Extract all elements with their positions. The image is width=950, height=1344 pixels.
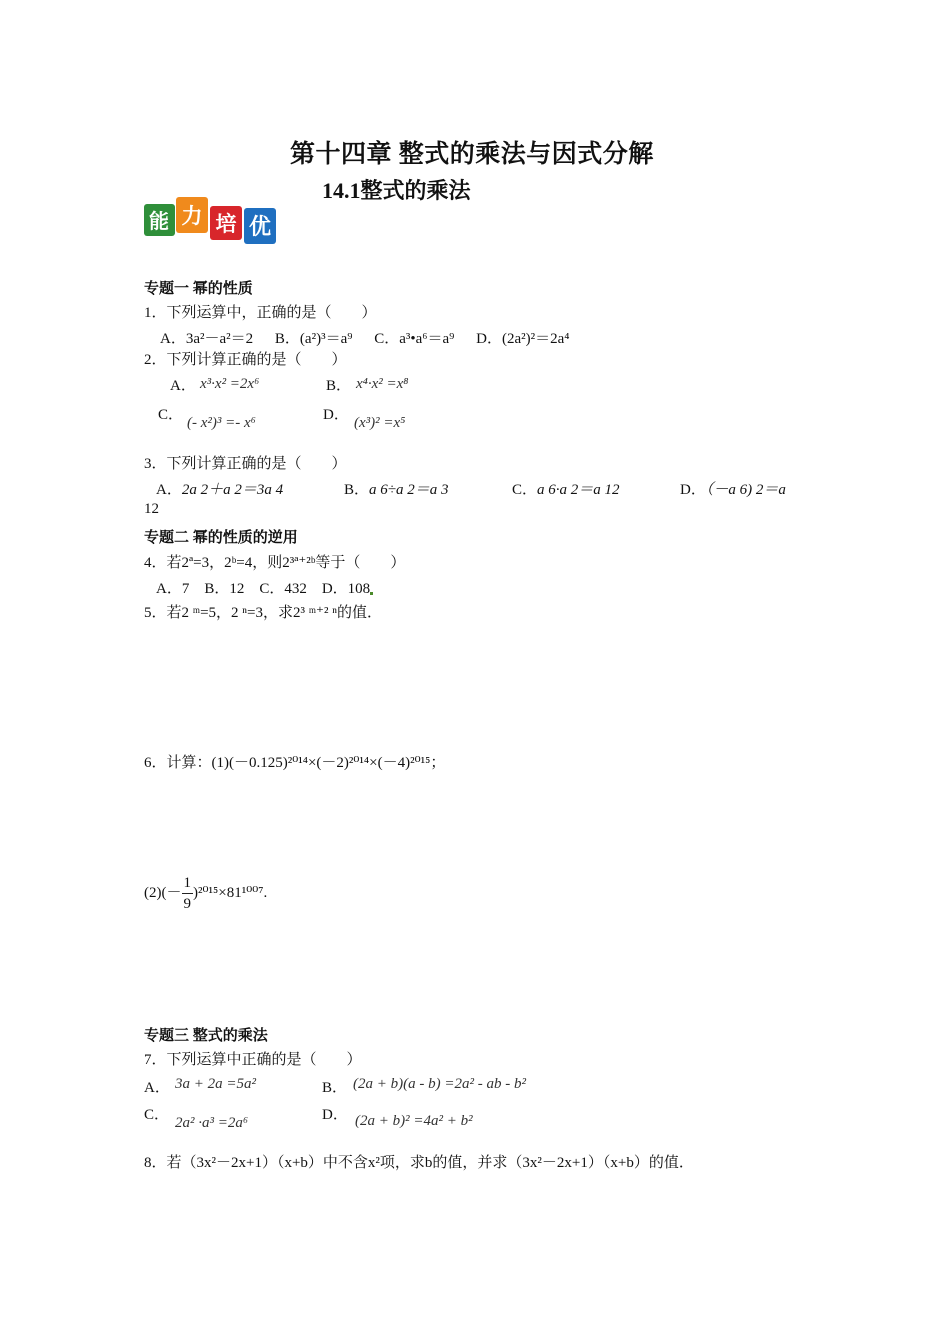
q3-d-tail: 12 bbox=[144, 501, 159, 517]
q3-d: （－a 6) 2＝a bbox=[705, 482, 786, 498]
q1-options bbox=[160, 327, 570, 348]
q3-b: a 6÷a 2＝a 3 bbox=[369, 482, 449, 498]
logo-char-4: 优 bbox=[248, 215, 272, 240]
q5-stem: 5．若2 ᵐ=5，2 ⁿ=3，求2³ ᵐ⁺² ⁿ的值． bbox=[144, 605, 382, 621]
q3-a-line bbox=[156, 478, 283, 499]
q1-stem: 1．下列运算中，正确的是（ ） bbox=[144, 305, 377, 321]
q7-stem: 7．下列运算中正确的是（ ） bbox=[144, 1052, 362, 1068]
q7-a: 3a + 2a =5a² bbox=[175, 1076, 256, 1092]
q2-b: x⁴·x² =x⁸ bbox=[356, 376, 409, 392]
q4-stem: 4．若2ª=3，2ᵇ=4，则2³ª⁺²ᵇ等于（ ） bbox=[144, 555, 406, 571]
fraction-denominator: 9 bbox=[183, 896, 191, 912]
q1-b: (a²)³＝a⁹ bbox=[299, 331, 353, 347]
q3-b-line bbox=[344, 478, 449, 499]
q3-b-label: B． bbox=[344, 482, 370, 498]
q4-options-text: A．7 B．12 C．432 D．108 bbox=[156, 581, 371, 597]
q7-a-label: A． bbox=[144, 1080, 170, 1096]
q3-d-label: D． bbox=[680, 482, 706, 498]
q1-c-label: C． bbox=[374, 331, 400, 347]
logo-char-2: 力 bbox=[181, 204, 203, 228]
q3-a: 2a 2＋a 2＝3a 4 bbox=[181, 482, 284, 498]
logo-char-3: 培 bbox=[215, 212, 237, 236]
green-dot-mark bbox=[370, 592, 373, 595]
q7-b-label: B． bbox=[322, 1080, 348, 1096]
q3-stem: 3．下列计算正确的是（ ） bbox=[144, 456, 347, 472]
q2-stem: 2．下列计算正确的是（ ） bbox=[144, 352, 347, 368]
q6-part2-suffix: )²⁰¹⁵×81¹⁰⁰⁷. bbox=[193, 884, 268, 901]
q3-d-line bbox=[680, 478, 786, 499]
q3-c-label: C． bbox=[512, 482, 538, 498]
q3-c: a 6·a 2＝a 12 bbox=[537, 482, 620, 498]
q6-part1: 6．计算：(1)(－0.125)²⁰¹⁴×(－2)²⁰¹⁴×(－4)²⁰¹⁵； bbox=[144, 755, 446, 771]
q7-c: 2a² ·a³ =2a⁶ bbox=[175, 1115, 249, 1131]
q2-c: (- x²)³ =- x⁶ bbox=[187, 415, 256, 431]
q6-part2 bbox=[144, 873, 267, 914]
ability-logo bbox=[143, 196, 278, 246]
fraction-one-ninth bbox=[182, 873, 194, 914]
q2-b-label: B． bbox=[326, 378, 352, 394]
section-title: 14.1整式的乘法 bbox=[322, 178, 471, 203]
q1-b-label: B． bbox=[274, 331, 300, 347]
q1-a-label: A． bbox=[160, 331, 186, 347]
q2-d-label: D． bbox=[323, 407, 349, 423]
q7-d-label: D． bbox=[322, 1107, 348, 1123]
q1-a: 3a²－a²＝2 bbox=[185, 331, 254, 347]
q2-a-label: A． bbox=[170, 378, 196, 394]
q1-d-label: D． bbox=[476, 331, 502, 347]
topic-1-heading: 专题一 幂的性质 bbox=[144, 281, 253, 297]
q2-d: (x³)² =x⁵ bbox=[354, 415, 406, 431]
q7-c-label: C． bbox=[144, 1107, 170, 1123]
topic-3-heading: 专题三 整式的乘法 bbox=[144, 1028, 268, 1044]
q1-d: (2a²)²＝2a⁴ bbox=[502, 331, 570, 347]
q3-a-label: A． bbox=[156, 482, 182, 498]
fraction-numerator: 1 bbox=[182, 873, 194, 894]
topic-2-heading: 专题二 幂的性质的逆用 bbox=[144, 530, 298, 546]
logo-char-1: 能 bbox=[149, 209, 169, 233]
q3-c-line bbox=[512, 478, 620, 499]
q4-options bbox=[156, 577, 373, 598]
q2-c-label: C． bbox=[158, 407, 184, 423]
q8-stem: 8．若（3x²－2x+1）（x+b）中不含x²项，求b的值，并求（3x²－2x+1）（x+b）的值． bbox=[144, 1155, 694, 1171]
q7-d: (2a + b)² =4a² + b² bbox=[355, 1113, 473, 1129]
q6-part2-prefix: (2)(－ bbox=[144, 884, 182, 901]
q7-b: (2a + b)(a - b) =2a² - ab - b² bbox=[353, 1076, 526, 1092]
chapter-title: 第十四章 整式的乘法与因式分解 bbox=[290, 141, 654, 168]
q1-c: a³•a⁶＝a⁹ bbox=[399, 331, 455, 347]
q2-a: x³·x² =2x⁶ bbox=[200, 376, 260, 392]
